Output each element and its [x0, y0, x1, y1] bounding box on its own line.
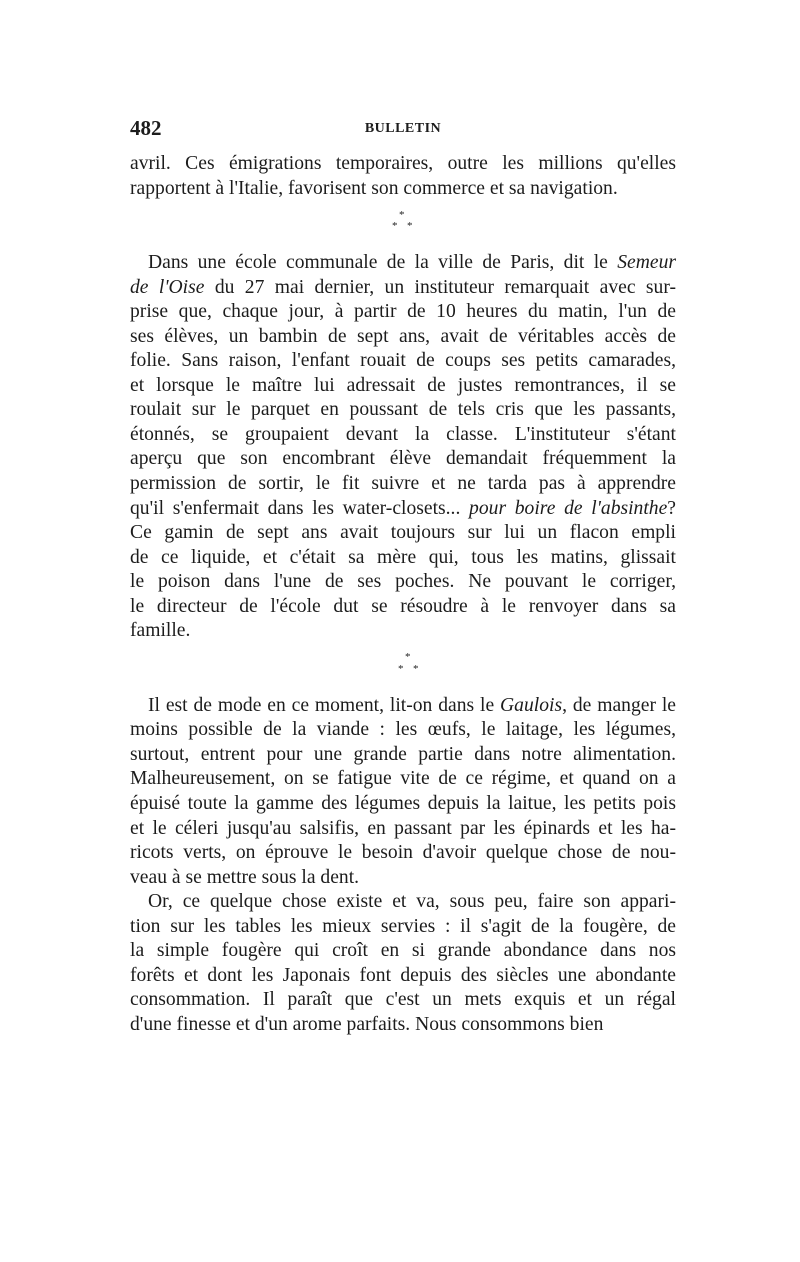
text-line: folie. Sans raison, l'enfant rouait de coups ses petits camarades,: [130, 350, 676, 372]
text-line: Malheureusement, on se fatigue vite de ce régime, et quand on a: [130, 768, 676, 790]
running-title: BULLETIN: [364, 121, 442, 136]
text-line: [130, 694, 676, 719]
asterisk-glyph: *: [413, 662, 419, 675]
text-line: consommation. Il paraît que c'est un mets exquis et un régal: [130, 989, 676, 1011]
text-line: permission de sortir, le fit suivre et ne tarda pas à apprendre: [130, 473, 676, 495]
asterisk-glyph: *: [405, 650, 411, 663]
text-line: famille.: [130, 620, 191, 642]
italic-title: Gaulois: [500, 694, 563, 716]
text-line: étonnés, se groupaient devant la classe. L'instituteur s'étant: [130, 423, 676, 445]
text-line: aperçu que son encombrant élève demandait fréquemment la: [130, 448, 676, 470]
asterism-separator: [130, 201, 676, 251]
text-line: Or, ce quelque chose existe et va, sous peu, faire son appari-: [148, 891, 676, 913]
paragraph: [130, 152, 676, 201]
text-line: moins possible de la viande : les œufs, le laitage, les légumes,: [130, 719, 676, 741]
text-run: du 27 mai dernier, un instituteur remarquait avec sur-: [204, 276, 676, 298]
page-header: [130, 116, 676, 146]
text-line: le poison dans l'une de ses poches. Ne pouvant le corriger,: [130, 571, 676, 593]
text-line: [130, 276, 676, 301]
page-number: 482: [130, 116, 162, 140]
text-line: de ce liquide, et c'était sa mère qui, tous les matins, glissait: [130, 546, 676, 568]
text-line: forêts et dont les Japonais font depuis des siècles une abondante: [130, 964, 676, 986]
asterisk-glyph: *: [407, 220, 413, 233]
text-line: ses élèves, un bambin de sept ans, avait de véritables accès de: [130, 325, 676, 347]
text-run: qu'il s'enfermait dans les water-closets...: [130, 497, 470, 519]
text-line: [130, 497, 676, 522]
text-line: [130, 251, 676, 276]
text-run: , de manger le: [562, 694, 677, 716]
italic-title: pour boire de l'absinthe: [469, 497, 668, 519]
text-line: d'une finesse et d'un arome parfaits. Nous consommons bien: [130, 1013, 604, 1035]
text-run: Dans une école communale de la ville de Paris, dit le: [148, 252, 618, 274]
text-line: la simple fougère qui croît en si grande abondance dans nos: [130, 940, 676, 962]
text-line: prise que, chaque jour, à partir de 10 heures du matin, l'un de: [130, 301, 676, 323]
text-line: le directeur de l'école dut se résoudre à le renvoyer dans sa: [130, 595, 676, 617]
text-line: épuisé toute la gamme des légumes depuis la laitue, les petits pois: [130, 793, 676, 815]
text-run: Il est de mode en ce moment, lit-on dans le: [148, 694, 501, 716]
text-run: ?: [667, 497, 676, 519]
paragraph: [130, 251, 676, 644]
asterisk-glyph: *: [392, 220, 398, 233]
text-line: ricots verts, on éprouve le besoin d'avoir quelque chose de nou-: [130, 842, 676, 864]
text-line: surtout, entrent pour une grande partie dans notre alimentation.: [130, 743, 676, 765]
asterisk-glyph: *: [399, 209, 405, 222]
asterisk-glyph: *: [398, 662, 404, 675]
text-line: Ce gamin de sept ans avait toujours sur lui un flacon empli: [130, 522, 676, 544]
article-body: [130, 152, 676, 1038]
italic-title: de l'Oise: [130, 276, 205, 298]
text-line: tion sur les tables les mieux servies : il s'agit de la fougère, de: [130, 915, 676, 937]
text-line: avril. Ces émigrations temporaires, outre les millions qu'elles: [130, 153, 676, 174]
text-line: roulait sur le parquet en poussant de tels cris que les passants,: [130, 399, 676, 421]
text-line: rapportent à l'Italie, favorisent son commerce et sa navigation.: [130, 177, 618, 199]
text-line: veau à se mettre sous la dent.: [130, 866, 360, 888]
asterism-separator: [130, 644, 676, 694]
paragraph: [130, 694, 676, 890]
text-line: et lorsque le maître lui adressait de justes remontrances, il se: [130, 374, 676, 396]
paragraph: [130, 890, 676, 1037]
text-line: et le céleri jusqu'au salsifis, en passant par les épinards et les ha-: [130, 817, 676, 839]
italic-title: Semeur: [617, 252, 676, 274]
